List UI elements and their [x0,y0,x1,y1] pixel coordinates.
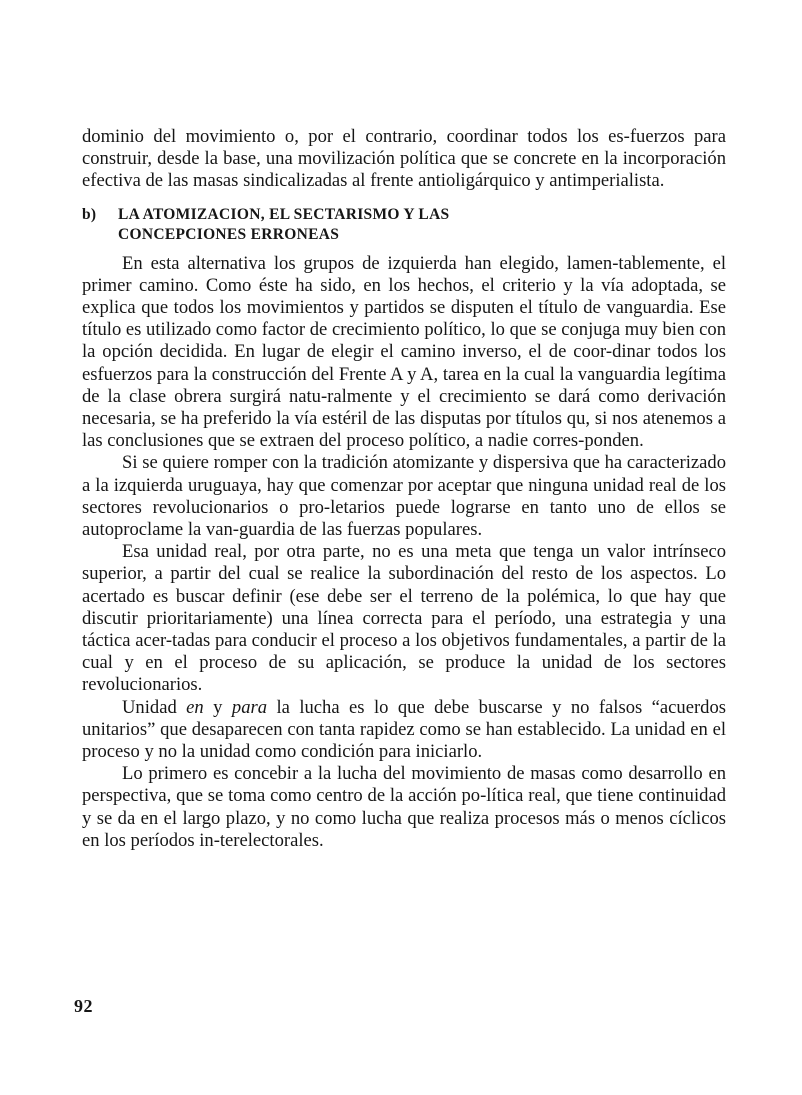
paragraph-real-unity: Esa unidad real, por otra parte, no es una meta que tenga un valor intrínseco superior, a partir del cual se realice la subordinación del resto de los aspectos. Lo acertado es buscar definir (ese debe ser el terreno de la polémica, lo que hay que discutir prioritariamente) una línea correcta para el período, una estrategia y una táctica acer-tadas para conducir el proceso a los objetivos fundamentales, a partir de la cual y en el proceso de su aplicación, se produce la unidad de los sectores revolucionarios. [82,541,726,696]
paragraph-atomization: Si se quiere romper con la tradición atomizante y dispersiva que ha caracterizado a la izquierda uruguaya, hay que comenzar por aceptar que ninguna unidad real de los sectores revolucionarios o pro-letarios puede lograrse en tanto uno de ellos se autoproclame la van-guardia de las fuerzas populares. [82,452,726,541]
opening-paragraph: dominio del movimiento o, por el contrario, coordinar todos los es-fuerzos para construir, desde la base, una movilización política que se concrete en la incorporación efectiva de las masas sindicalizadas al frente antioligárquico y antimperialista. [82,126,726,192]
unity-rest: la lucha es lo que debe buscarse y no falsos “acuerdos unitarios” que desaparecen con tanta rapidez como se han establecido. La unidad en el proceso y no la unidad como condición para iniciarlo. [82,696,726,763]
section-heading [82,205,726,245]
section-title-line-1: LA ATOMIZACION, EL SECTARISMO Y LAS [118,205,450,223]
italic-en: en [186,696,204,718]
unity-word: Unidad [122,696,187,718]
page-body [82,126,726,852]
conjunction-y: y [203,696,232,718]
section-marker: b) [82,205,97,223]
page-number: 92 [74,996,93,1016]
section-title-line-2: CONCEPCIONES ERRONEAS [118,225,340,243]
section-title [118,205,449,245]
closing-paragraph: Lo primero es concebir a la lucha del movimiento de masas como desarrollo en perspectiva, que se toma como centro de la acción po-lítica real, que tiene continuidad y se da en el largo plazo, y no como lucha que realiza procesos más o menos cíclicos en los períodos in-terelectorales. [82,763,726,851]
paragraph-vanguard: En esta alternativa los grupos de izquierda han elegido, lamen-tablemente, el primer camino. Como éste ha sido, en los hechos, el criterio y la vía adoptada, se explica que todos los movimientos y partidos se disputen el título de vanguardia. Ese título es utilizado como factor de crecimiento político, lo que se conjuga muy bien con la opción decidida. En lugar de elegir el camino inverso, el de coor-dinar todos los esfuerzos para la construcción del Frente A y A, tarea en la cual la vanguardia legítima de la clase obrera surgirá natu-ralmente y el crecimiento se dará como derivación necesaria, se ha preferido la vía estéril de las disputas por títulos qu, si nos atenemos a las conclusiones que se extraen del proceso político, a nadie corres-ponden. [82,252,726,452]
italic-para: para [231,696,268,718]
paragraph-unity-in-struggle [82,697,726,764]
